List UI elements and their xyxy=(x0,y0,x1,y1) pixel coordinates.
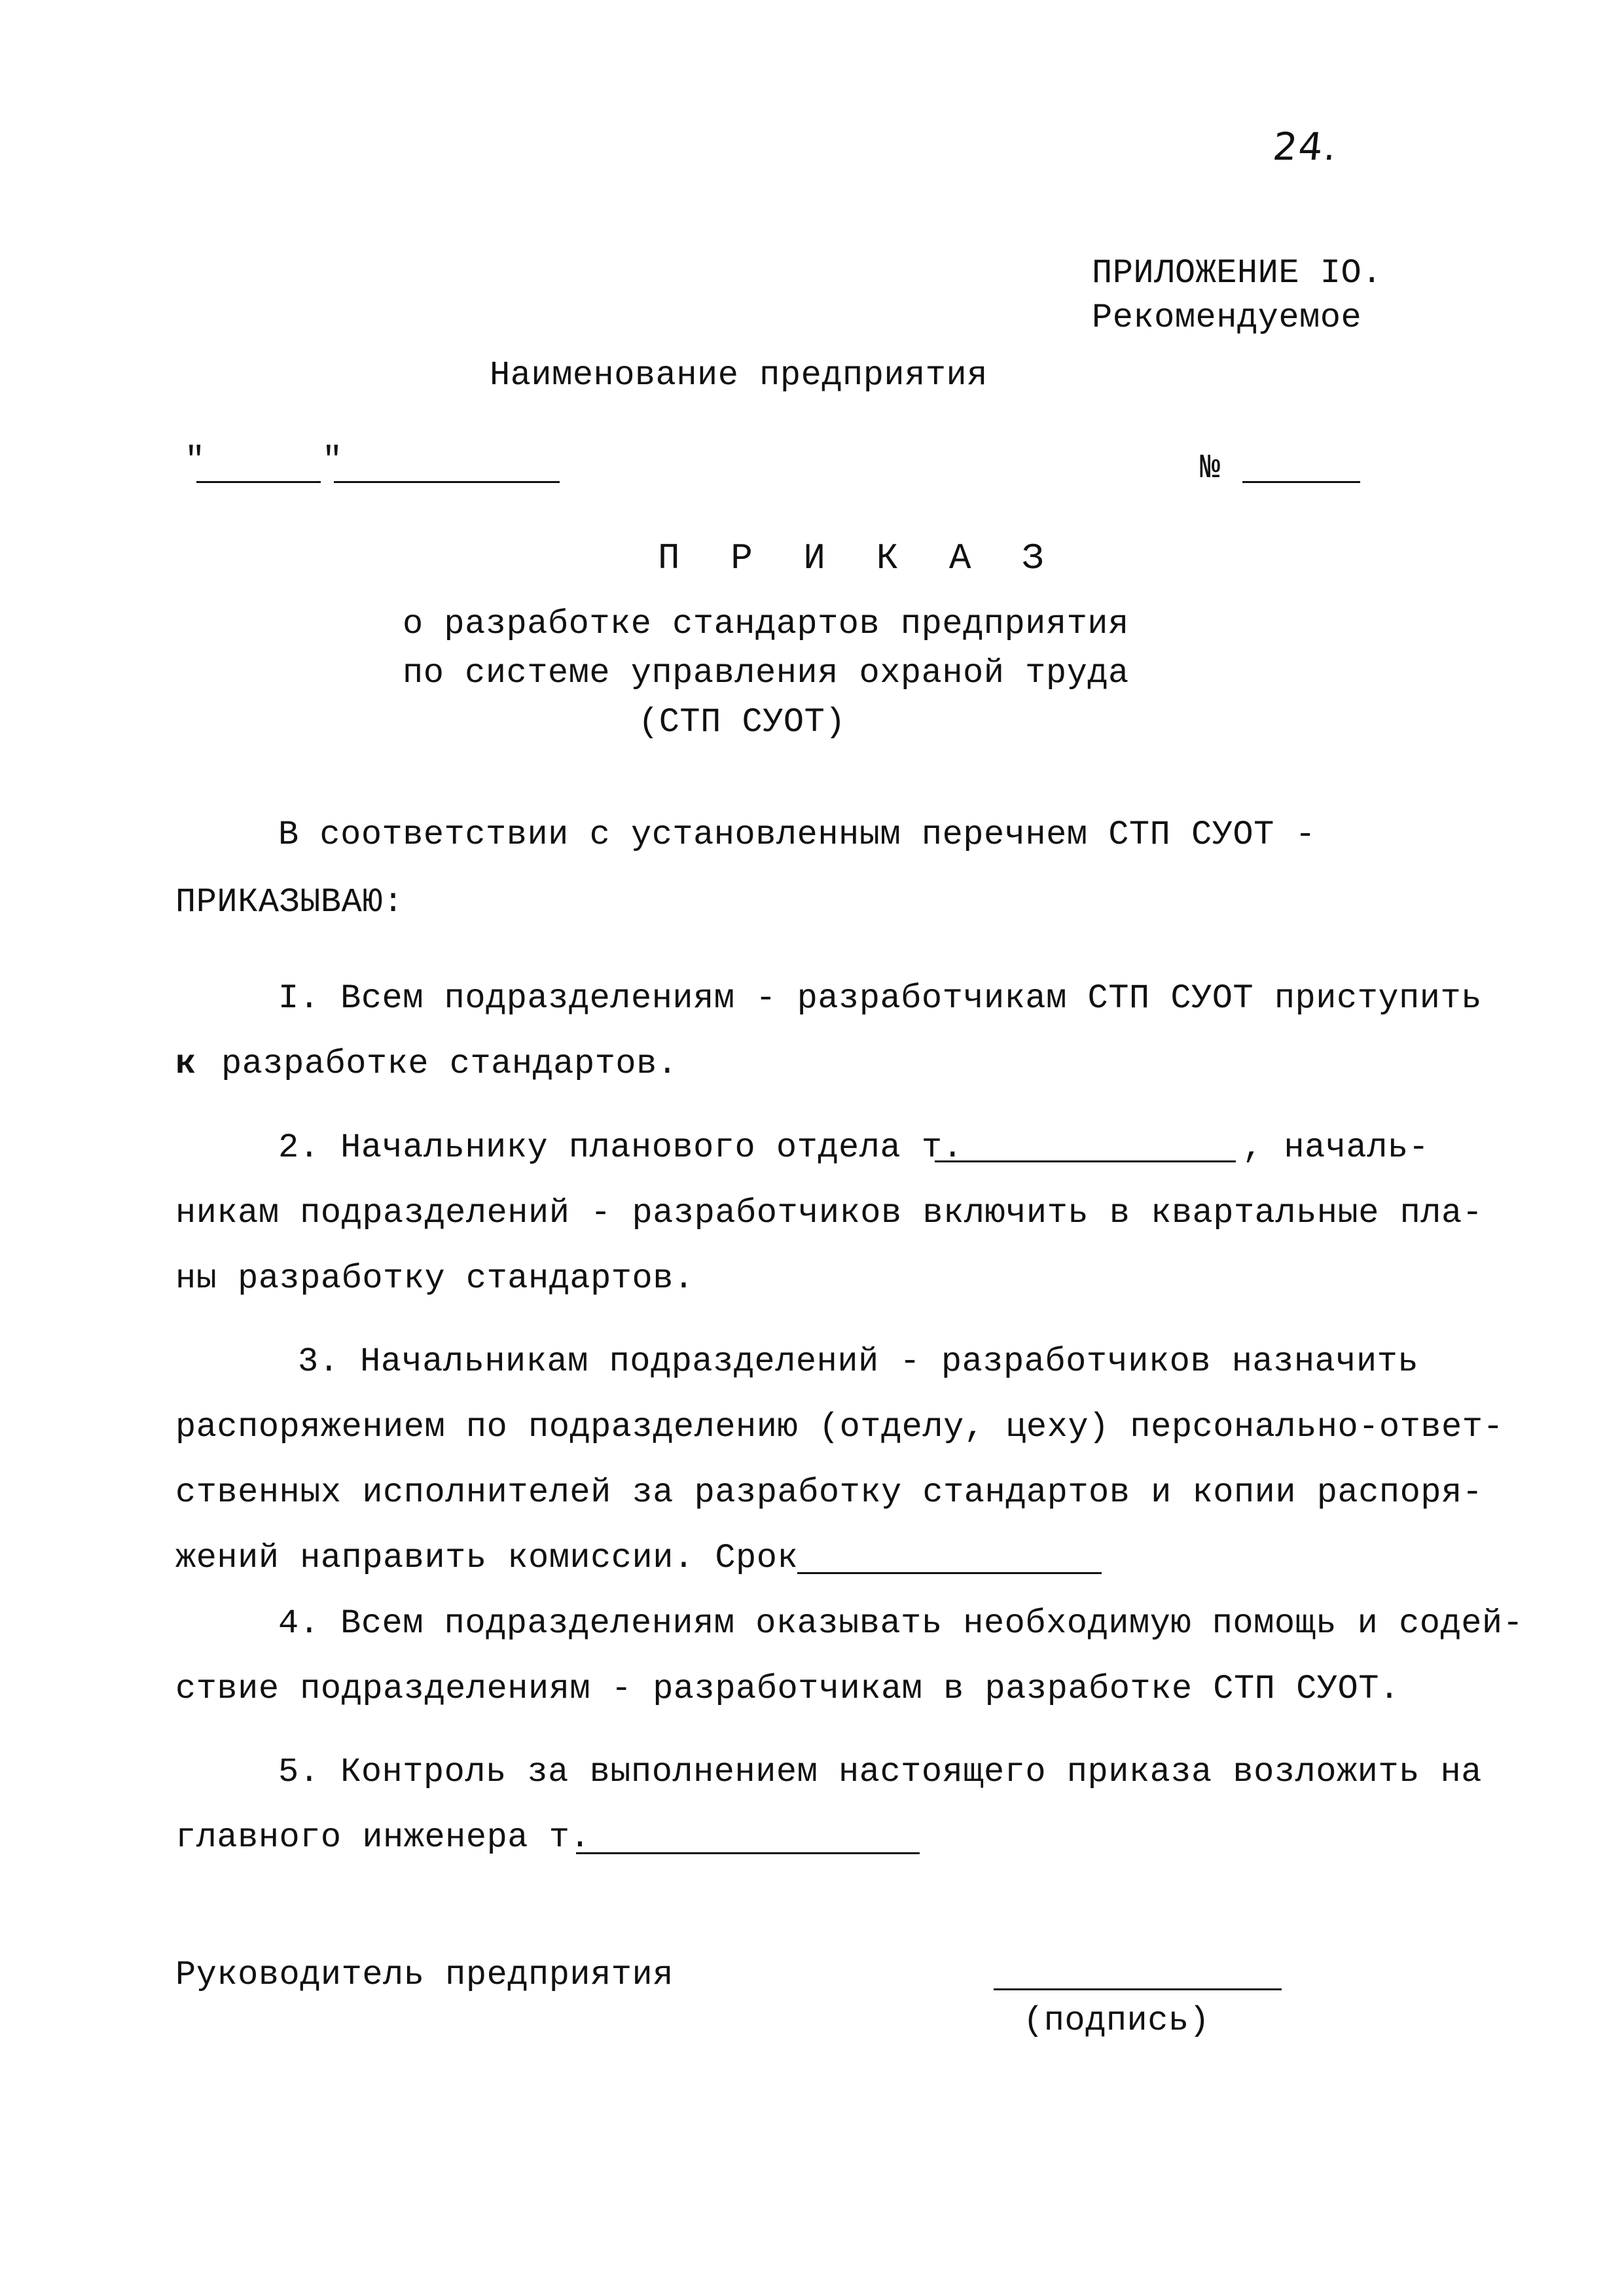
item-3-line2: распоряжением по подразделению (отделу, цеху) персонально-ответ- xyxy=(175,1408,1504,1446)
document-subtitle-line1: о разработке стандартов предприятия xyxy=(403,605,1129,643)
item-1-correction-mark: к xyxy=(175,1045,196,1083)
deadline-blank xyxy=(797,1572,1102,1574)
preamble-order-word: ПРИКАЗЫВАЮ: xyxy=(175,883,404,922)
document-subtitle-line2: по системе управления охраной труда xyxy=(403,654,1129,692)
item-2-line1b: , началь- xyxy=(1242,1128,1430,1167)
item-5-line1: 5. Контроль за выполнением настоящего приказа возложить на xyxy=(278,1753,1482,1791)
number-label: № xyxy=(1200,449,1221,488)
appendix-status: Рекомендуемое xyxy=(1092,298,1362,337)
item-2-line1a: 2. Начальнику планового отдела т. xyxy=(278,1128,964,1167)
item-2-line2: никам подразделений - разработчиков включить в квартальные пла- xyxy=(175,1194,1483,1232)
item-4-line2: ствие подразделениям - разработчикам в разработке СТП СУОТ. xyxy=(175,1670,1400,1708)
date-month-year-blank xyxy=(334,481,560,483)
item-3-line3: ственных исполнителей за разработку стандартов и копии распоря- xyxy=(175,1473,1483,1512)
item-3-line1: 3. Начальникам подразделений - разработчиков назначить xyxy=(298,1342,1419,1381)
item-4-line1: 4. Всем подразделениям оказывать необходимую помощь и содей- xyxy=(278,1604,1524,1643)
date-quote-close: " xyxy=(322,441,343,480)
number-blank xyxy=(1242,481,1360,483)
date-quote-open: " xyxy=(185,441,206,480)
appendix-title: ПРИЛОЖЕНИЕ IO. xyxy=(1092,254,1382,293)
chief-engineer-name-blank xyxy=(576,1852,920,1854)
document-title: П Р И К А З xyxy=(658,537,1058,579)
item-3-line4: жений направить комиссии. Срок xyxy=(175,1539,799,1577)
planning-head-name-blank xyxy=(935,1160,1236,1162)
date-day-blank xyxy=(196,481,321,483)
item-1-line2: разработке стандартов. xyxy=(221,1045,678,1083)
document-subtitle-line3: (СТП СУОТ) xyxy=(638,703,846,742)
item-5-line2: главного инженера т. xyxy=(175,1818,591,1857)
item-2-line3: ны разработку стандартов. xyxy=(175,1259,695,1298)
preamble-line1: В соответствии с установленным перечнем СТП СУОТ - xyxy=(278,816,1316,854)
page-number: 24. xyxy=(1271,124,1340,169)
signature-caption: (подпись) xyxy=(1023,2001,1210,2040)
signature-blank xyxy=(994,1988,1282,1990)
signature-position-label: Руководитель предприятия xyxy=(175,1956,674,1994)
item-1-line1: I. Всем подразделениям - разработчикам СТП СУОТ приступить xyxy=(278,979,1482,1018)
enterprise-name-label: Наименование предприятия xyxy=(490,356,988,395)
